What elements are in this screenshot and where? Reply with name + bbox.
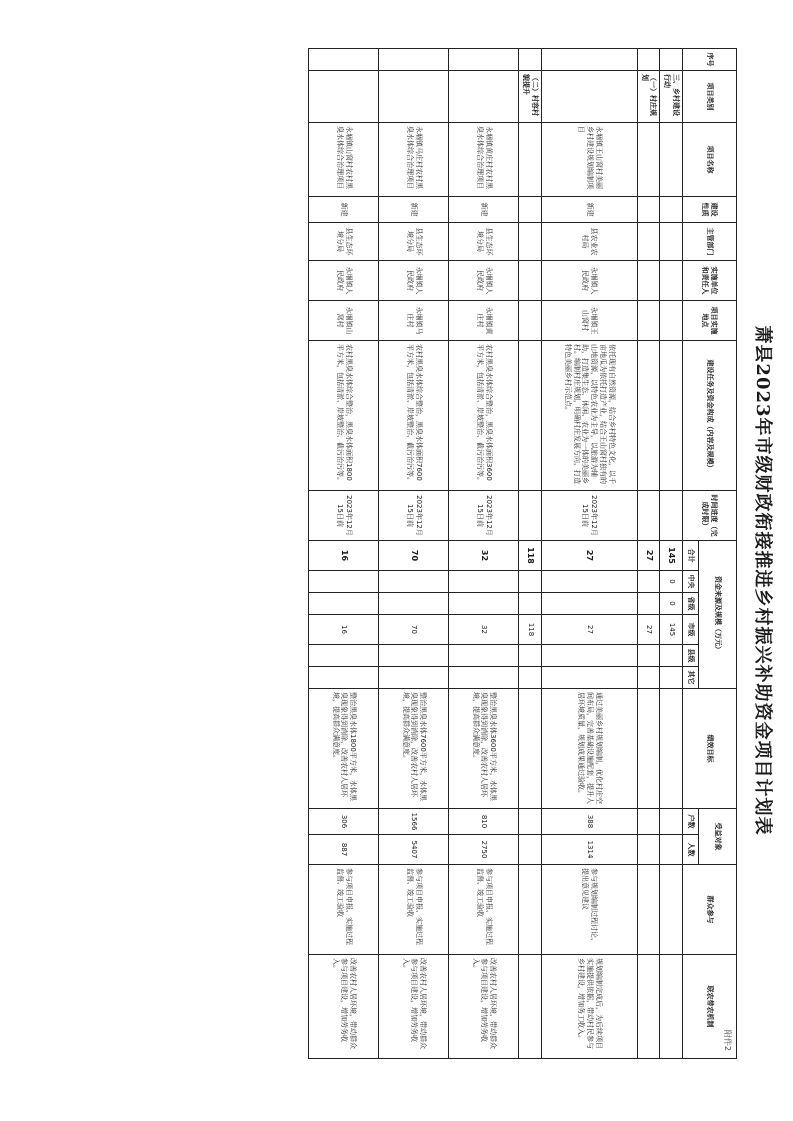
cell-total: 16	[309, 541, 379, 571]
cell-persons	[519, 835, 542, 865]
cell-no	[638, 49, 661, 71]
cell-mechanism: 改善农村人居环境，带动群众参与项目建设，增加劳务收入。	[379, 955, 449, 1059]
cell-content	[519, 341, 542, 491]
cell-type: （二）村容村貌提升	[519, 71, 542, 123]
project-plan-table	[309, 48, 738, 1059]
cell-goal	[660, 689, 683, 809]
cell-no	[542, 49, 638, 71]
cell-goal	[638, 689, 661, 809]
cell-county	[542, 645, 638, 667]
cell-total: 32	[449, 541, 519, 571]
cell-owner	[638, 261, 661, 301]
col-total: 合计	[683, 541, 699, 571]
cell-province	[542, 593, 638, 615]
col-schedule: 时间进度（完成时限）	[683, 491, 737, 541]
cell-central	[309, 571, 379, 593]
cell-location: 永堌镇马庄村	[379, 301, 449, 341]
cell-content: 农村黑臭水体综合整治，黑臭水体面积1800平方米，包括清淤、岸坡整治、截污治污等。	[309, 341, 379, 491]
cell-schedule	[660, 491, 683, 541]
cell-schedule: 2023年12月15日前	[449, 491, 519, 541]
cell-central	[638, 571, 661, 593]
cell-city: 32	[449, 615, 519, 645]
cell-content: 依托现有自然资源，结合乡村特色文化，以千亩地瓜为依托打造产业，结合王山窝村独有的山地资源，以特色农业为主导，以旅游为辅助，打造集生态、休闲、农业为一体的美丽乡村。编制村庄规划，明确村庄发展方向，打造特色美丽乡村示范点。	[542, 341, 638, 491]
cell-owner: 永堌镇人民政府	[449, 261, 519, 301]
cell-dept: 县农业农村局	[542, 223, 638, 261]
document-title: 萧县2023年市级财政衔接推进乡村振兴补助资金项目计划表	[752, 325, 773, 836]
cell-city: 118	[519, 615, 542, 645]
cell-households: 810	[449, 809, 519, 835]
cell-type: 三、乡村建设行动	[660, 71, 683, 123]
cell-location: 永堌镇山窝村	[309, 301, 379, 341]
col-beneficiaries: 受益对象	[699, 809, 737, 865]
cell-central	[519, 571, 542, 593]
cell-mechanism	[638, 955, 661, 1059]
cell-province: 0	[660, 593, 683, 615]
cell-central	[379, 571, 449, 593]
cell-type	[309, 71, 379, 123]
cell-name	[660, 123, 683, 197]
cell-goal: 整治黑臭水体3600平方米，水体黑臭现象得到消除，改善农村人居环境，提高群众满意度。	[449, 689, 519, 809]
cell-nature: 新建	[309, 197, 379, 223]
table-row	[379, 49, 449, 1059]
cell-name: 永堌镇黄庄村农村黑臭水体综合治理项目	[449, 123, 519, 197]
cell-type	[379, 71, 449, 123]
cell-schedule	[638, 491, 661, 541]
cell-name: 永堌镇马庄村农村黑臭水体综合治理项目	[379, 123, 449, 197]
cell-nature: 新建	[542, 197, 638, 223]
cell-owner	[519, 261, 542, 301]
cell-total: 70	[379, 541, 449, 571]
cell-goal: 通过美丽乡村规划编制，优化村庄空间布局，完善基础设施配套，提升人居环境质量，规划成果通过验收。	[542, 689, 638, 809]
cell-households	[519, 809, 542, 835]
col-owner: 实施单位和责任人	[683, 261, 737, 301]
cell-participation	[660, 865, 683, 955]
cell-total: 118	[519, 541, 542, 571]
cell-province	[449, 593, 519, 615]
cell-city: 145	[660, 615, 683, 645]
cell-persons: 2750	[449, 835, 519, 865]
cell-mechanism: 改善农村人居环境，带动群众参与项目建设，增加劳务收入。	[449, 955, 519, 1059]
cell-mechanism	[660, 955, 683, 1059]
cell-county	[379, 645, 449, 667]
cell-type	[449, 71, 519, 123]
cell-nature	[519, 197, 542, 223]
cell-households: 306	[309, 809, 379, 835]
cell-nature	[638, 197, 661, 223]
table-row	[519, 49, 542, 1059]
cell-central	[542, 571, 638, 593]
cell-other	[660, 667, 683, 689]
cell-dept	[660, 223, 683, 261]
cell-no	[379, 49, 449, 71]
cell-name	[519, 123, 542, 197]
cell-name: 永堌镇山窝村农村黑臭水体综合治理项目	[309, 123, 379, 197]
cell-nature	[660, 197, 683, 223]
header-row	[699, 49, 737, 1059]
col-content: 建设任务及资金构成（内容及规模）	[683, 341, 737, 491]
cell-no	[519, 49, 542, 71]
cell-city: 27	[638, 615, 661, 645]
col-households: 户数	[683, 809, 699, 835]
cell-content: 农村黑臭水体综合整治，黑臭水体面积3600平方米，包括清淤、岸坡整治、截污治污等。	[449, 341, 519, 491]
table-row	[660, 49, 683, 1059]
cell-other	[379, 667, 449, 689]
cell-province	[309, 593, 379, 615]
cell-total: 145	[660, 541, 683, 571]
cell-owner: 永堌镇人民政府	[309, 261, 379, 301]
cell-goal: 整治黑臭水体1800平方米，水体黑臭现象得到消除，改善农村人居环境，提高群众满意度。	[309, 689, 379, 809]
cell-schedule: 2023年12月15日前	[542, 491, 638, 541]
cell-mechanism: 规划编制完成后，为后续项目实施提供依据，带动村民参与乡村建设，增加务工收入。	[542, 955, 638, 1059]
cell-county	[660, 645, 683, 667]
cell-households: 388	[542, 809, 638, 835]
table-row	[542, 49, 638, 1059]
cell-nature: 新建	[379, 197, 449, 223]
cell-no	[309, 49, 379, 71]
cell-location	[638, 301, 661, 341]
col-name: 项目名称	[683, 123, 737, 197]
cell-total: 27	[542, 541, 638, 571]
cell-participation: 参与项目申报、实施过程监督、竣工验收	[379, 865, 449, 955]
cell-dept	[638, 223, 661, 261]
col-county: 县级	[683, 645, 699, 667]
col-type: 项目类别	[683, 71, 737, 123]
cell-city: 16	[309, 615, 379, 645]
cell-persons	[638, 835, 661, 865]
cell-schedule: 2023年12月15日前	[309, 491, 379, 541]
cell-persons: 5407	[379, 835, 449, 865]
cell-content	[660, 341, 683, 491]
cell-dept	[519, 223, 542, 261]
cell-county	[638, 645, 661, 667]
cell-owner: 永堌镇人民政府	[542, 261, 638, 301]
cell-content: 农村黑臭水体综合整治，黑臭水体面积7600平方米，包括清淤、岸坡整治、截污治污等。	[379, 341, 449, 491]
cell-schedule: 2023年12月15日前	[379, 491, 449, 541]
cell-households: 1566	[379, 809, 449, 835]
col-persons: 人数	[683, 835, 699, 865]
cell-participation	[519, 865, 542, 955]
col-location: 项目实施地点	[683, 301, 737, 341]
attachment-label: 附件2	[723, 1029, 732, 1051]
cell-location	[660, 301, 683, 341]
cell-no	[660, 49, 683, 71]
col-goal: 绩效目标	[683, 689, 737, 809]
cell-total: 27	[638, 541, 661, 571]
col-nature: 建设性质	[683, 197, 737, 223]
cell-county	[449, 645, 519, 667]
cell-location	[519, 301, 542, 341]
cell-dept: 县生态环境分局	[449, 223, 519, 261]
cell-participation: 参与项目申报、实施过程监督、竣工验收	[449, 865, 519, 955]
cell-city: 27	[542, 615, 638, 645]
cell-goal	[519, 689, 542, 809]
cell-central: 0	[660, 571, 683, 593]
col-participation: 群众参与	[683, 865, 737, 955]
cell-type: （一）村庄规划	[638, 71, 661, 123]
col-city: 市级	[683, 615, 699, 645]
table-row	[638, 49, 661, 1059]
cell-households	[660, 809, 683, 835]
cell-other	[638, 667, 661, 689]
cell-persons	[660, 835, 683, 865]
cell-county	[519, 645, 542, 667]
cell-nature: 新建	[449, 197, 519, 223]
cell-goal: 整治黑臭水体7600平方米，水体黑臭现象得到消除，改善农村人居环境，提高群众满意度。	[379, 689, 449, 809]
cell-households	[638, 809, 661, 835]
col-mechanism: 联农带农机制	[683, 955, 737, 1059]
cell-persons: 887	[309, 835, 379, 865]
cell-city: 70	[379, 615, 449, 645]
cell-province	[638, 593, 661, 615]
col-other: 其它	[683, 667, 699, 689]
cell-mechanism: 改善农村人居环境，带动群众参与项目建设，增加劳务收入。	[309, 955, 379, 1059]
cell-central	[449, 571, 519, 593]
cell-owner	[660, 261, 683, 301]
cell-other	[542, 667, 638, 689]
cell-other	[309, 667, 379, 689]
cell-participation: 参与规划编制过程讨论，提出意见建议	[542, 865, 638, 955]
col-no: 序号	[683, 49, 737, 71]
cell-participation: 参与项目申报、实施过程监督、竣工验收	[309, 865, 379, 955]
cell-schedule	[519, 491, 542, 541]
cell-dept: 县生态环境分局	[309, 223, 379, 261]
cell-county	[309, 645, 379, 667]
cell-participation	[638, 865, 661, 955]
col-funds: 资金来源及规模（万元）	[699, 541, 737, 689]
cell-owner: 永堌镇人民政府	[379, 261, 449, 301]
col-province: 省级	[683, 593, 699, 615]
cell-persons: 1314	[542, 835, 638, 865]
cell-mechanism	[519, 955, 542, 1059]
cell-name: 永堌镇王山窝村美丽乡村建设规划编制项目	[542, 123, 638, 197]
cell-location: 永堌镇王山窝村	[542, 301, 638, 341]
table-row	[309, 49, 379, 1059]
col-central: 中央	[683, 571, 699, 593]
cell-province	[519, 593, 542, 615]
cell-dept: 县生态环境分局	[379, 223, 449, 261]
cell-province	[379, 593, 449, 615]
cell-location: 永堌镇黄庄村	[449, 301, 519, 341]
cell-content	[638, 341, 661, 491]
table-row	[449, 49, 519, 1059]
cell-other	[449, 667, 519, 689]
col-dept: 主管部门	[683, 223, 737, 261]
cell-type	[542, 71, 638, 123]
cell-name	[638, 123, 661, 197]
cell-no	[449, 49, 519, 71]
cell-other	[519, 667, 542, 689]
